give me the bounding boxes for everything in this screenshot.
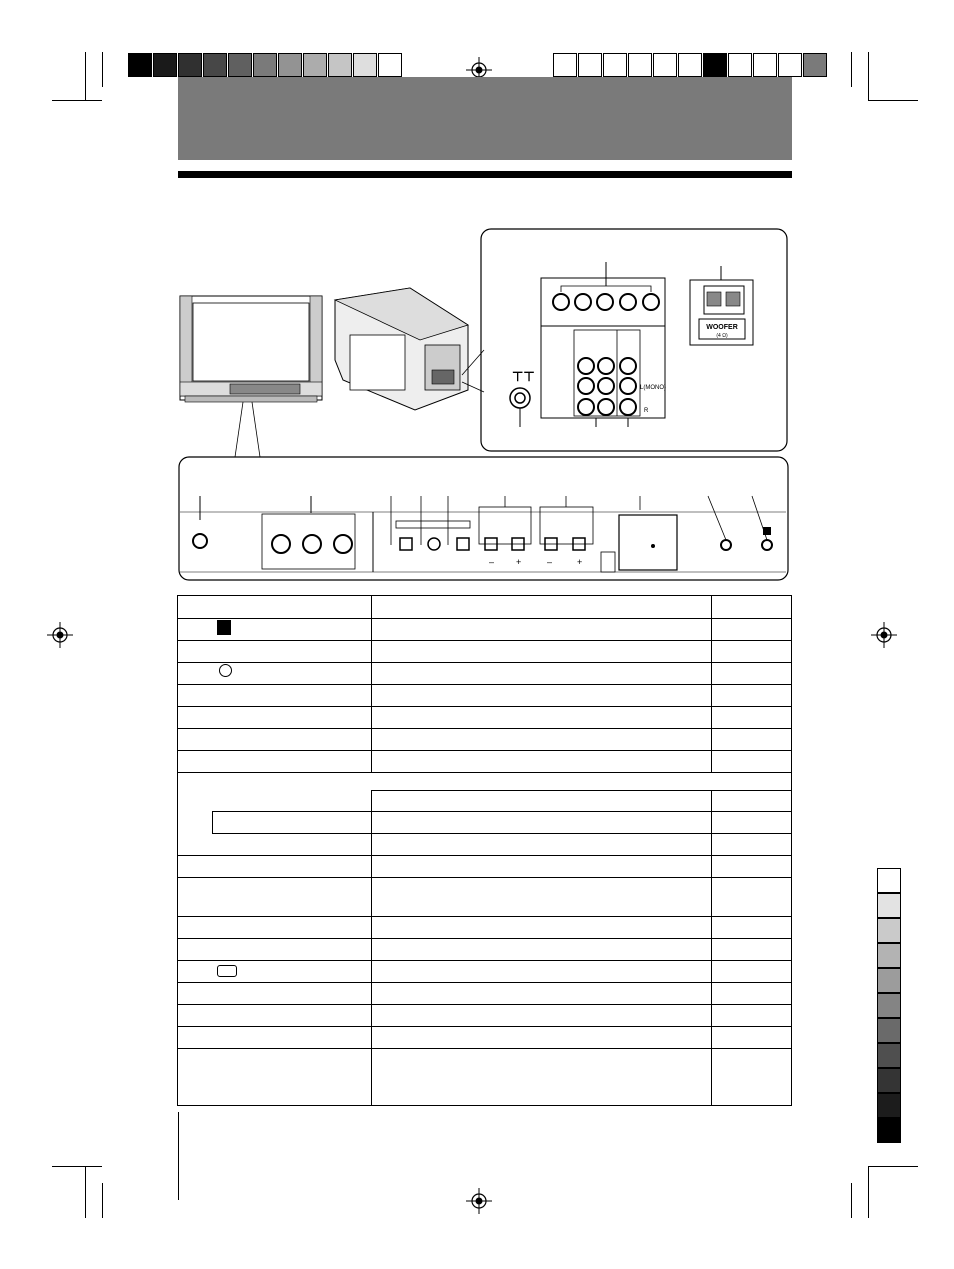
power-switch <box>601 496 677 572</box>
pr-icon <box>217 620 231 635</box>
header-band <box>178 77 792 160</box>
tv-front-illustration <box>180 296 322 402</box>
table-subline-1 <box>212 811 371 812</box>
antenna-jack <box>510 369 535 427</box>
svg-text:(4 Ω): (4 Ω) <box>716 333 728 339</box>
teletext-icon <box>217 965 237 977</box>
parts-table <box>177 595 792 1106</box>
svg-text:+: + <box>516 557 522 567</box>
headphone-jack <box>193 496 207 548</box>
av-input-jacks <box>541 326 666 427</box>
svg-text:L(MONO): L(MONO) <box>640 385 666 391</box>
svg-text:–: – <box>547 557 553 567</box>
svg-text:WOOFER: WOOFER <box>706 324 738 331</box>
table-subline-3 <box>212 811 213 833</box>
registration-mark-left <box>45 621 75 651</box>
header-rule <box>178 171 792 178</box>
timer-icon <box>219 664 232 677</box>
svg-text:R: R <box>644 408 649 414</box>
front-buttons <box>391 496 593 567</box>
tv-controls-diagram <box>170 225 795 585</box>
monitor-output-jacks <box>541 262 665 326</box>
tv-rear-illustration <box>335 288 468 410</box>
svg-text:+: + <box>577 557 583 567</box>
front-av-inputs <box>262 496 355 569</box>
table-subline-2 <box>212 833 371 834</box>
registration-mark-bottom <box>464 1187 494 1217</box>
svg-text:–: – <box>489 557 495 567</box>
front-panel-slot <box>396 521 470 528</box>
registration-mark-right <box>869 621 899 651</box>
standby-indicators <box>708 496 772 550</box>
woofer-terminal <box>690 266 753 345</box>
svg-text:⊤⊤: ⊤⊤ <box>512 369 535 384</box>
